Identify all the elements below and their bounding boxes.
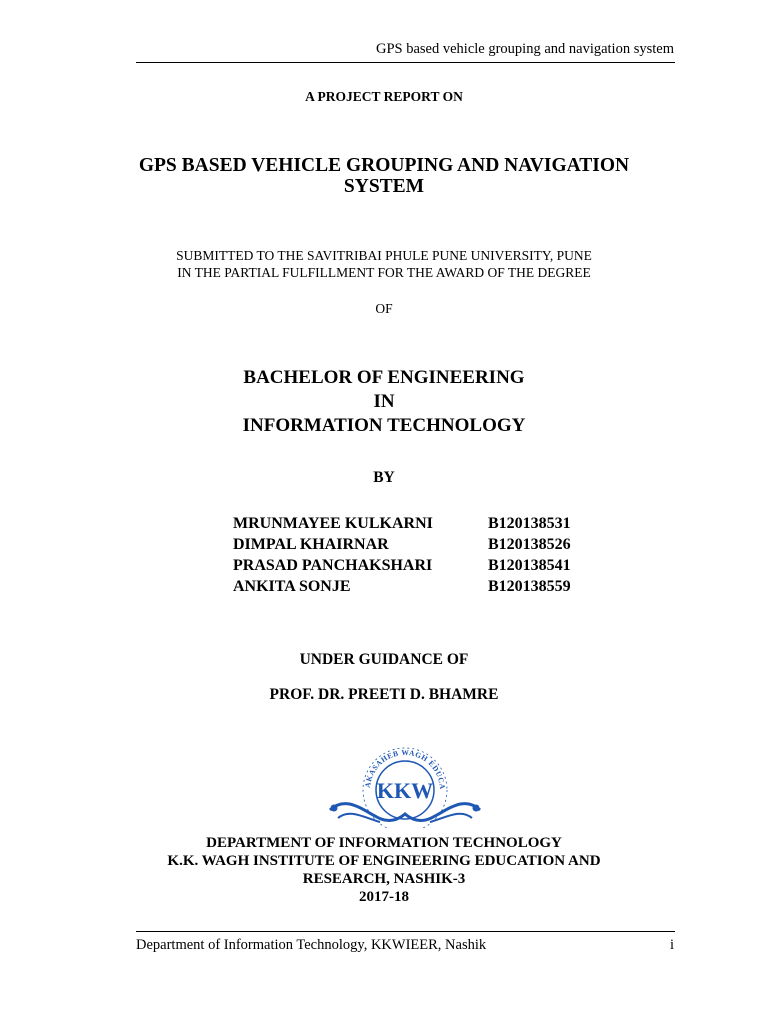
author-name: DIMPAL KHAIRNAR: [233, 536, 389, 553]
author-id: B120138526: [488, 536, 571, 553]
degree-line-2: IN: [373, 391, 395, 412]
degree-line-3: INFORMATION TECHNOLOGY: [242, 415, 526, 436]
emblem-monogram: KKW: [376, 778, 434, 803]
header-rule: [136, 62, 675, 63]
author-id: B120138531: [488, 515, 571, 532]
footer-department: Department of Information Technology, KKWIEER, Nashik: [136, 937, 487, 953]
department-line-3: RESEARCH, NASHIK-3: [302, 871, 466, 887]
by-label: BY: [373, 469, 395, 486]
department-line-2: K.K. WAGH INSTITUTE OF ENGINEERING EDUCATION AND: [167, 853, 601, 869]
running-header: GPS based vehicle grouping and navigation system: [375, 41, 674, 57]
submitted-line-1: SUBMITTED TO THE SAVITRIBAI PHULE PUNE UNIVERSITY, PUNE: [176, 248, 592, 263]
author-id: B120138559: [488, 578, 571, 595]
emblem-ring-text: AKASAHEB WAGH EDUCA: [362, 747, 448, 790]
report-label: A PROJECT REPORT ON: [305, 89, 463, 104]
author-name: ANKITA SONJE: [233, 578, 351, 595]
of-label: OF: [375, 301, 393, 316]
institute-emblem-icon: [320, 738, 490, 828]
author-name: PRASAD PANCHAKSHARI: [233, 557, 433, 574]
author-name: MRUNMAYEE KULKARNI: [233, 515, 433, 532]
report-title-line-2: SYSTEM: [343, 176, 425, 197]
department-line-1: DEPARTMENT OF INFORMATION TECHNOLOGY: [206, 835, 562, 851]
guide-name: PROF. DR. PREETI D. BHAMRE: [269, 686, 499, 703]
report-title-line-1: GPS BASED VEHICLE GROUPING AND NAVIGATION: [138, 155, 630, 176]
guidance-label: UNDER GUIDANCE OF: [299, 651, 469, 668]
author-id: B120138541: [488, 557, 571, 574]
footer-rule: [136, 931, 675, 932]
page-number: i: [669, 937, 674, 953]
degree-line-1: BACHELOR OF ENGINEERING: [243, 367, 525, 388]
submitted-line-2: IN THE PARTIAL FULFILLMENT FOR THE AWARD OF THE DEGREE: [177, 265, 591, 280]
academic-year: 2017-18: [359, 889, 409, 905]
